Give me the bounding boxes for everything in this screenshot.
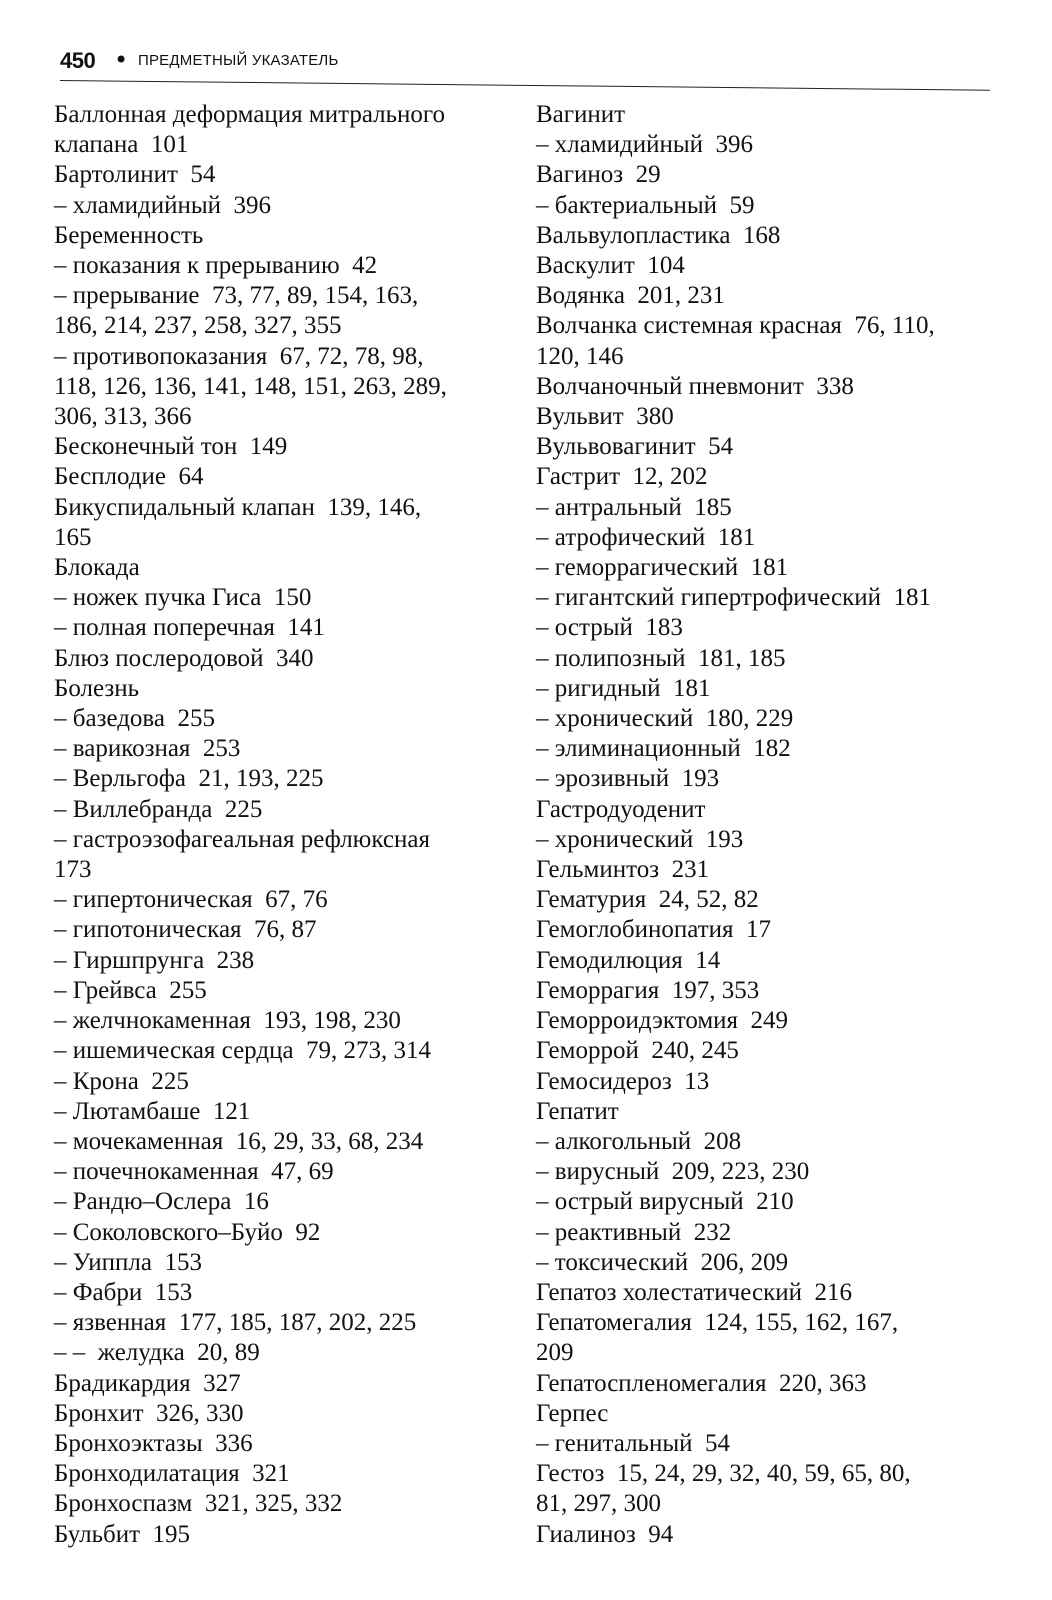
index-entry: Вагиноз 29: [536, 161, 661, 189]
index-entry: – Фабри 153: [54, 1278, 193, 1306]
index-entry: – ишемическая сердца 79, 273, 314: [54, 1037, 432, 1065]
index-entry: Вальвулопластика 168: [536, 221, 781, 249]
index-entry: – язвенная 177, 185, 187, 202, 225: [54, 1309, 417, 1337]
index-entry: – Виллебранда 225: [54, 795, 263, 823]
index-entry: – гипотоническая 76, 87: [54, 916, 317, 944]
index-entry: – гигантский гипертрофический 181: [536, 584, 931, 612]
index-entry: – хламидийный 396: [54, 191, 272, 219]
index-entry: 81, 297, 300: [536, 1490, 661, 1518]
index-entry: Бесплодие 64: [54, 463, 204, 491]
index-column-right: [536, 100, 996, 1550]
page-number: 450: [60, 48, 96, 73]
index-entry: Баллонная деформация митрального: [54, 101, 446, 128]
index-entry: – элиминационный 182: [536, 735, 791, 763]
index-entry: – токсический 206, 209: [536, 1248, 789, 1276]
index-entry: – атрофический 181: [536, 523, 756, 551]
index-entry: 306, 313, 366: [54, 403, 192, 431]
index-entry: 173: [54, 856, 92, 884]
index-entry: клапана 101: [54, 131, 189, 159]
index-entry: Вульвовагинит 54: [536, 433, 734, 461]
index-entry: – полипозный 181, 185: [536, 644, 786, 672]
index-entry: Гиалиноз 94: [536, 1520, 674, 1548]
index-entry: Гестоз 15, 24, 29, 32, 40, 59, 65, 80,: [536, 1460, 911, 1488]
index-entry: – Гиршпрунга 238: [54, 946, 255, 974]
index-entry: – гипертоническая 67, 76: [54, 886, 328, 914]
index-entry: – ножек пучка Гиса 150: [54, 584, 312, 612]
index-entry: – эрозивный 193: [536, 765, 720, 793]
index-entry: Бартолинит 54: [54, 161, 216, 189]
index-entry: – хламидийный 396: [536, 131, 754, 159]
index-entry: – варикозная 253: [54, 735, 241, 763]
index-entry: Блюз послеродовой 340: [54, 644, 314, 672]
index-entry: – вирусный 209, 223, 230: [536, 1158, 810, 1186]
index-entry: – мочекаменная 16, 29, 33, 68, 234: [54, 1127, 424, 1155]
index-entry: Гематурия 24, 52, 82: [536, 886, 759, 914]
index-entry: Гемодилюция 14: [536, 946, 721, 974]
index-entry: Гастродуоденит: [536, 795, 706, 823]
index-entry: – бактериальный 59: [536, 191, 755, 219]
index-entry: Бронходилатация 321: [54, 1460, 290, 1488]
index-entry: – геморрагический 181: [536, 554, 789, 582]
index-entry: Геморрагия 197, 353: [536, 976, 760, 1004]
header-bullet: •: [114, 46, 129, 74]
index-entry: – почечнокаменная 47, 69: [54, 1158, 334, 1186]
index-entry: – алкогольный 208: [536, 1127, 742, 1155]
index-entry: 186, 214, 237, 258, 327, 355: [54, 312, 342, 340]
index-entry: – ригидный 181: [536, 674, 711, 702]
index-entry: – острый 183: [536, 614, 683, 642]
index-entry: Гемосидероз 13: [536, 1067, 710, 1095]
index-entry: Водянка 201, 231: [536, 282, 725, 310]
index-entry: Бронхит 326, 330: [54, 1399, 244, 1427]
index-entry: – Лютамбаше 121: [54, 1097, 251, 1125]
index-entry: Болезнь: [54, 674, 140, 702]
section-title: ПРЕДМЕТНЫЙ УКАЗАТЕЛЬ: [138, 52, 339, 69]
index-entry: Бронхоспазм 321, 325, 332: [54, 1490, 343, 1518]
index-entry: 165: [54, 523, 92, 551]
index-entry: – показания к прерыванию 42: [54, 252, 378, 280]
index-entry: Брадикардия 327: [54, 1369, 241, 1397]
index-entry: 118, 126, 136, 141, 148, 151, 263, 289,: [54, 372, 447, 400]
index-entry: Геморроидэктомия 249: [536, 1007, 789, 1035]
index-entry: – прерывание 73, 77, 89, 154, 163,: [54, 282, 419, 310]
index-entry: Гастрит 12, 202: [536, 463, 708, 491]
index-entry: Васкулит 104: [536, 252, 685, 280]
index-entry: – полная поперечная 141: [54, 614, 325, 642]
index-entry: Бронхоэктазы 336: [54, 1429, 253, 1457]
index-entry: Бикуспидальный клапан 139, 146,: [54, 493, 422, 521]
index-entry: – генитальный 54: [536, 1429, 731, 1457]
index-entry: Гемоглобинопатия 17: [536, 916, 772, 944]
index-entry: – Крона 225: [54, 1067, 189, 1095]
index-entry: – – желудка 20, 89: [54, 1339, 260, 1367]
index-entry: – гастроэзофагеальная рефлюксная: [54, 825, 430, 853]
index-entry: Волчанка системная красная 76, 110,: [536, 312, 935, 340]
index-entry: – хронический 180, 229: [536, 705, 794, 733]
index-entry: – противопоказания 67, 72, 78, 98,: [54, 342, 424, 370]
index-entry: – Верльгофа 21, 193, 225: [54, 765, 324, 793]
index-entry: Гепатомегалия 124, 155, 162, 167,: [536, 1309, 899, 1337]
index-entry: – базедова 255: [54, 705, 215, 733]
index-entry: – антральный 185: [536, 493, 732, 521]
index-entry: 209: [536, 1339, 574, 1367]
index-entry: Гельминтоз 231: [536, 856, 710, 884]
index-entry: Гепатит: [536, 1097, 619, 1125]
index-entry: Вагинит: [536, 101, 626, 128]
index-entry: 120, 146: [536, 342, 624, 370]
index-entry: – реактивный 232: [536, 1218, 732, 1246]
index-entry: Бесконечный тон 149: [54, 433, 288, 461]
page-header: [60, 46, 990, 86]
index-entry: Беременность: [54, 221, 204, 249]
index-entry: – Грейвса 255: [54, 976, 207, 1004]
index-entry: Волчаночный пневмонит 338: [536, 372, 854, 400]
index-entry: – Уиппла 153: [54, 1248, 202, 1276]
index-entry: Герпес: [536, 1399, 609, 1427]
index-entry: Геморрой 240, 245: [536, 1037, 739, 1065]
index-entry: Блокада: [54, 554, 140, 582]
index-entry: Гепатоспленомегалия 220, 363: [536, 1369, 867, 1397]
index-entry: – хронический 193: [536, 825, 744, 853]
index-entry: Вульвит 380: [536, 403, 674, 431]
index-entry: Бульбит 195: [54, 1520, 191, 1548]
index-entry: – Рандю–Ослера 16: [54, 1188, 269, 1216]
header-rule: [60, 80, 990, 91]
index-entry: – острый вирусный 210: [536, 1188, 794, 1216]
index-entry: – Соколовского–Буйо 92: [54, 1218, 321, 1246]
index-entry: – желчнокаменная 193, 198, 230: [54, 1007, 401, 1035]
index-column-left: [54, 100, 514, 1550]
index-entry: Гепатоз холестатический 216: [536, 1278, 852, 1306]
